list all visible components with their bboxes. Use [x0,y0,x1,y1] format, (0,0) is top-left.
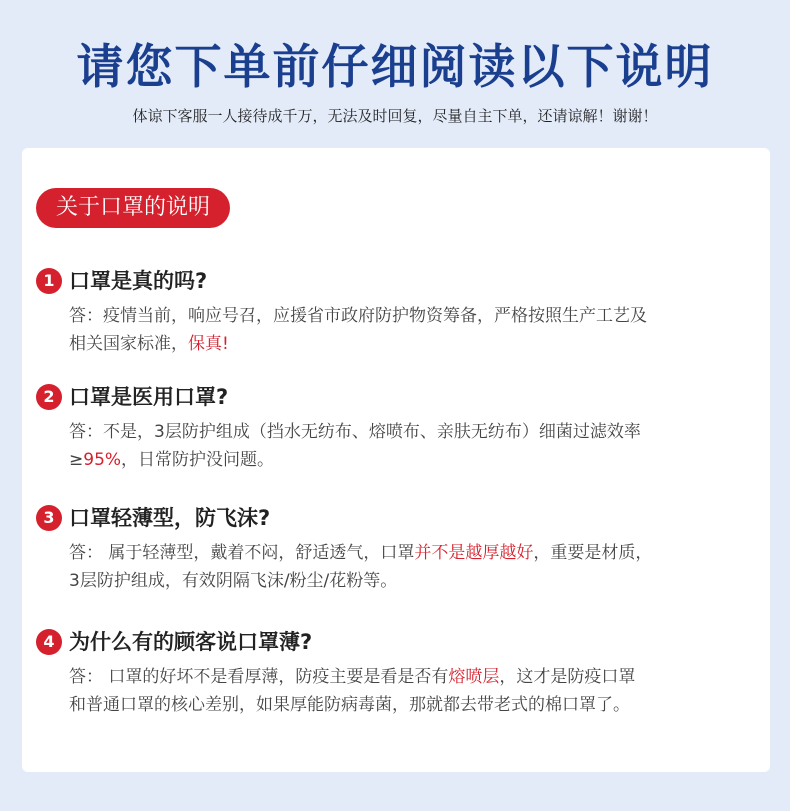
answer-line: 3层防护组成，有效阴隔飞沫/粉尘/花粉等。 [69,571,398,591]
page-title: 请您下单前仔细阅读以下说明 [76,40,714,95]
question-number-badge: 3 [36,505,62,531]
section-badge: 关于口罩的说明 [36,188,230,228]
page-subtitle: 体谅下客服一人接待成千万，无法及时回复，尽量自主下单，还请谅解！谢谢！ [132,107,658,125]
page-header [0,0,790,140]
answer-text [36,663,760,719]
qa-item-1 [36,266,760,358]
answer-line: 答：疫情当前，响应号召，应援省市政府防护物资筹备，严格按照生产工艺及 [69,306,647,326]
answer-text [36,302,760,358]
question-text: 为什么有的顾客说口罩薄? [69,630,313,654]
answer-text-segment: ，这才是防疫口罩 [499,667,636,687]
question-row [36,503,760,533]
question-number-badge: 1 [36,268,62,294]
answer-line [69,446,760,474]
question-number-badge: 2 [36,384,62,410]
answer-text-segment: 答： 属于轻薄型，戴着不闷，舒适透气，口罩 [69,543,415,563]
answer-line: 和普通口罩的核心差别，如果厚能防病毒菌，那就都去带老式的棉口罩了。 [69,695,630,715]
answer-text [36,418,760,474]
answer-text-segment: ，重要是材质， [533,543,653,563]
info-card [22,148,770,772]
answer-highlight: 95% [83,450,122,470]
question-row [36,382,760,412]
answer-text-segment: ≥ [69,450,84,470]
answer-text-segment: ，日常防护没问题。 [121,450,275,470]
question-row [36,266,760,296]
answer-line: 答：不是，3层防护组成（挡水无纺布、熔喷布、亲肤无纺布）细菌过滤效率 [69,422,641,442]
answer-text-segment: 答： 口罩的好坏不是看厚薄，防疫主要是看是否有 [69,667,449,687]
qa-item-2 [36,382,760,474]
qa-item-4 [36,627,760,719]
answer-text-segment: 相关国家标准， [69,334,188,354]
question-number-badge: 4 [36,629,62,655]
answer-line [69,539,760,567]
answer-highlight: 保真! [188,334,229,354]
question-text: 口罩是真的吗? [69,269,208,293]
question-text: 口罩轻薄型，防飞沫? [69,506,271,530]
answer-highlight: 并不是越厚越好 [414,543,534,563]
qa-item-3 [36,503,760,595]
answer-text [36,539,760,595]
question-row [36,627,760,657]
answer-highlight: 熔喷层 [448,667,500,687]
question-text: 口罩是医用口罩? [69,385,229,409]
answer-line [69,663,760,691]
answer-line [69,330,760,358]
